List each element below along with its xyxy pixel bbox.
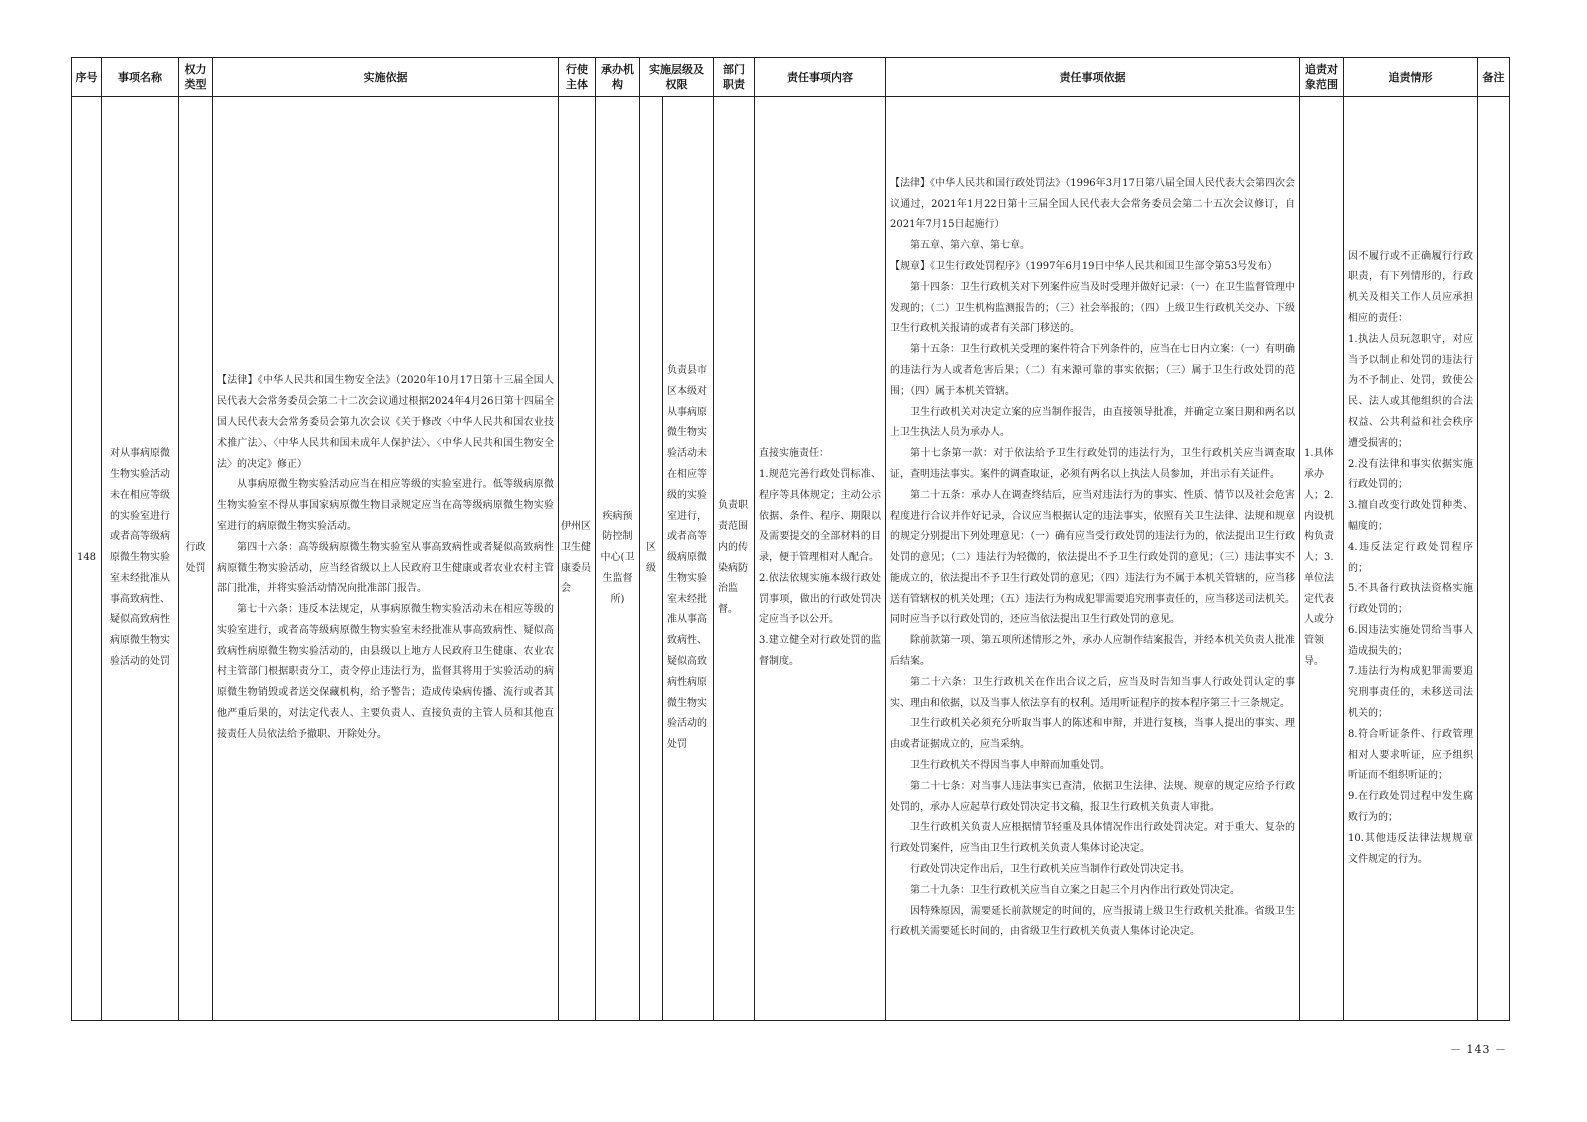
cell-subject: 伊州区卫生健康委员会 xyxy=(559,97,596,1021)
header-remarks: 备注 xyxy=(1478,58,1510,97)
cell-dept-duty: 负责职责范围内的传染病防治监督。 xyxy=(714,97,755,1021)
page-number: － 143 － xyxy=(1450,1043,1507,1056)
basis-para: 从事病原微生物实验活动应当在相应等级的实验室进行。低等级病原微生物实验室不得从事国家病原微生物目录规定应当在高等级病原微生物实验室进行的病原微生物实验活动。 xyxy=(217,479,554,532)
power-list-table xyxy=(71,57,1510,1021)
situation-item: 1.执法人员玩忽职守，对应当予以制止和处罚的违法行为不予制止、处罚，致使公民、法人或其他组织的合法权益、公共利益和社会秩序遭受损害的； xyxy=(1348,333,1473,449)
situation-item: 7.违法行为构成犯罪需要追究刑事责任的，未移送司法机关的； xyxy=(1348,666,1473,720)
resp-basis-para: 第二十七条：对当事人违法事实已查清，依据卫生法律、法规、规章的规定应给予行政处罚的，承办人应起草行政处罚决定书文稿，报卫生行政机关负责人审批。 xyxy=(890,780,1295,813)
situation-item: 6.因违法实施处罚给当事人造成损失的； xyxy=(1348,624,1473,657)
resp-basis-para: 第二十六条：卫生行政机关在作出合议之后，应当及时告知当事人行政处罚认定的事实、理由和依据，以及当事人依法享有的权利。适用听证程序的按本程序第三十三条规定。 xyxy=(890,676,1295,709)
resp-content-para: 1.规范完善行政处罚标准、程序等具体规定；主动公示依据、条件、程序、期限以及需要提交的全部材料的目录，便于管理相对人配合。 xyxy=(759,468,881,564)
resp-basis-para: 第十五条：卫生行政机关受理的案件符合下列条件的，应当在七日内立案：（一）有明确的违法行为人或者危害后果；（二）有来源可靠的事实依据；（三）属于卫生行政处罚的范围；（四）属于本机关管辖。 xyxy=(890,344,1295,397)
cell-scope: 1.具体承办人；2.内设机构负责人；3.单位法定代表人或分管领导。 xyxy=(1300,97,1344,1021)
situation-item: 5.不具备行政执法资格实施行政处罚的； xyxy=(1348,583,1473,616)
header-basis: 实施依据 xyxy=(213,58,559,97)
resp-content-para: 直接实施责任： xyxy=(759,448,829,460)
header-dept-duty: 部门职责 xyxy=(714,58,755,97)
header-subject: 行使主体 xyxy=(559,58,596,97)
header-level: 实施层级及权限 xyxy=(640,58,714,97)
basis-para: 【法律】《中华人民共和国生物安全法》（2020年10月17日第十三届全国人民代表大会常务委员会第二十二次会议通过根据2024年4月26日第十四届全国人民代表大会常务委员会第九次会议《关于修改〈中华人民共和国农业技术推广法〉、〈中华人民共和国未成年人保护法〉、〈中华人民共和国生物安全法〉的决定》修正） xyxy=(217,375,554,470)
header-situations: 追责情形 xyxy=(1344,58,1478,97)
resp-basis-para: 卫生行政机关对决定立案的应当制作报告，由直接领导批准，并确定立案日期和两名以上卫生执法人员为承办人。 xyxy=(890,406,1295,439)
basis-para: 第七十六条：违反本法规定，从事病原微生物实验活动未在相应等级的实验室进行，或者高等级病原微生物实验室未经批准从事高致病性、疑似高致病性病原微生物实验活动的，由县级以上地方人民政府卫生健康、农业农村主管部门根据职责分工，责令停止违法行为，监督其将用于实验活动的病原微生物销毁或者送交保藏机构，给予警告；造成传染病传播、流行或者其他严重后果的，对法定代表人、主要负责人、直接负责的主管人员和其他直接责任人员依法给予撤职、开除处分。 xyxy=(217,604,554,740)
situation-item: 因不履行或不正确履行行政职责，有下列情形的，行政机关及相关工作人员应承担相应的责任： xyxy=(1348,250,1473,324)
header-item-name: 事项名称 xyxy=(102,58,179,97)
table-row xyxy=(72,97,1510,1021)
cell-seq: 148 xyxy=(72,97,102,1021)
header-agency: 承办机构 xyxy=(596,58,640,97)
resp-basis-para: 行政处罚决定作出后，卫生行政机关应当制作行政处罚决定书。 xyxy=(910,864,1190,876)
cell-situations xyxy=(1344,97,1478,1021)
resp-basis-para: 卫生行政机关不得因当事人申辩而加重处罚。 xyxy=(910,760,1110,772)
header-seq: 序号 xyxy=(72,58,102,97)
resp-basis-para: 第五章、第六章、第七章。 xyxy=(910,240,1030,252)
situation-item: 2.没有法律和事实依据实施行政处罚的； xyxy=(1348,458,1473,491)
cell-basis xyxy=(213,97,559,1021)
resp-basis-para: 卫生行政机关负责人应根据情节轻重及具体情况作出行政处罚决定。对于重大、复杂的行政处罚案件，应当由卫生行政机关负责人集体讨论决定。 xyxy=(890,822,1295,855)
resp-basis-para: 除前款第一项、第五项所述情形之外，承办人应制作结案报告，并经本机关负责人批准后结案。 xyxy=(890,635,1295,668)
resp-basis-para: 第二十九条：卫生行政机关应当自立案之日起三个月内作出行政处罚决定。 xyxy=(910,884,1240,896)
resp-basis-para: 【规章】《卫生行政处罚程序》（1997年6月19日中华人民共和国卫生部令第53号发布） xyxy=(890,260,1278,272)
situation-item: 9.在行政处罚过程中发生腐败行为的； xyxy=(1348,791,1473,824)
resp-basis-para: 第十四条：卫生行政机关对下列案件应当及时受理并做好记录：（一）在卫生监督管理中发现的；（二）卫生机构监测报告的；（三）社会举报的；（四）上级卫生行政机关交办、下级卫生行政机关报请的或者有关部门移送的。 xyxy=(890,281,1295,335)
cell-level-a: 区级 xyxy=(640,97,663,1021)
header-resp-content: 责任事项内容 xyxy=(755,58,886,97)
resp-basis-para: 【法律】《中华人民共和国行政处罚法》（1996年3月17日第八届全国人民代表大会第四次会议通过，2021年1月22日第十三届全国人民代表大会常务委员会第二十五次会议修订，自2021年7月15日起施行） xyxy=(890,177,1295,231)
basis-para: 第四十六条：高等级病原微生物实验室从事高致病性或者疑似高致病性病原微生物实验活动，应当经省级以上人民政府卫生健康或者农业农村主管部门批准，并将实验活动情况向批准部门报告。 xyxy=(217,541,554,595)
situation-item: 8.符合听证条件、行政管理相对人要求听证，应予组织听证而不组织听证的； xyxy=(1348,728,1473,782)
resp-content-para: 2.依法依规实施本级行政处罚事项，做出的行政处罚决定应当予以公开。 xyxy=(759,572,881,626)
header-power-type: 权力类型 xyxy=(179,58,213,97)
cell-agency: 疾病预防控制中心(卫生监督所) xyxy=(596,97,640,1021)
cell-resp-basis xyxy=(886,97,1300,1021)
resp-content-para: 3.建立健全对行政处罚的监督制度。 xyxy=(759,635,881,668)
cell-level-b: 负责县市区本级对从事病原微生物实验活动未在相应等级的实验室进行，或者高等级病原微生物实验室未经批准从事高致病性、疑似高致病性病原微生物实验活动的处罚 xyxy=(663,97,714,1021)
resp-basis-para: 第十七条第一款：对于依法给予卫生行政处罚的违法行为，卫生行政机关应当调查取证，查明违法事实。案件的调查取证，必须有两名以上执法人员参加，并出示有关证件。 xyxy=(890,448,1295,480)
cell-power-type: 行政处罚 xyxy=(179,97,213,1021)
header-resp-basis: 责任事项依据 xyxy=(886,58,1300,97)
situation-item: 4.违反法定行政处罚程序的； xyxy=(1348,541,1473,574)
cell-item-name: 对从事病原微生物实验活动未在相应等级的实验室进行或者高等级病原微生物实验室未经批准从事高致病性、疑似高致病性病原微生物实验活动的处罚 xyxy=(102,97,179,1021)
resp-basis-para: 卫生行政机关必须充分听取当事人的陈述和申辩，并进行复核，当事人提出的事实、理由或者证据成立的，应当采纳。 xyxy=(890,718,1295,751)
header-scope: 追责对象范围 xyxy=(1300,58,1344,97)
situation-item: 3.擅自改变行政处罚种类、幅度的； xyxy=(1348,500,1473,532)
resp-basis-para: 第二十五条：承办人在调查终结后，应当对违法行为的事实、性质、情节以及社会危害程度进行合议并作好记录，合议应当根据认定的违法事实，依照有关卫生法律、法规和规章的规定分别提出下列处理意见：（一）确有应当受行政处罚的违法行为的，依法提出卫生行政处罚的意见；（二）违法行为轻微的，依法提出不予卫生行政处罚的意见；（三）违法事实不能成立的，依法提出不予卫生行政处罚的意见；（四）违法行为不属于本机关管辖的，应当移送有管辖权的机关处理；（五）违法行为构成犯罪需要追究刑事责任的，应当移送司法机关。同时应当予以行政处罚的，还应当依法提出卫生行政处罚的意见。 xyxy=(890,489,1295,626)
header-row xyxy=(72,58,1510,97)
situation-item: 10.其他违反法律法规规章文件规定的行为。 xyxy=(1348,832,1473,865)
cell-resp-content xyxy=(755,97,886,1021)
resp-basis-para: 因特殊原因，需要延长前款规定的时间的，应当报请上级卫生行政机关批准。省级卫生行政机关需要延长时间的，由省级卫生行政机关负责人集体讨论决定。 xyxy=(890,905,1295,938)
cell-remarks xyxy=(1478,97,1510,1021)
